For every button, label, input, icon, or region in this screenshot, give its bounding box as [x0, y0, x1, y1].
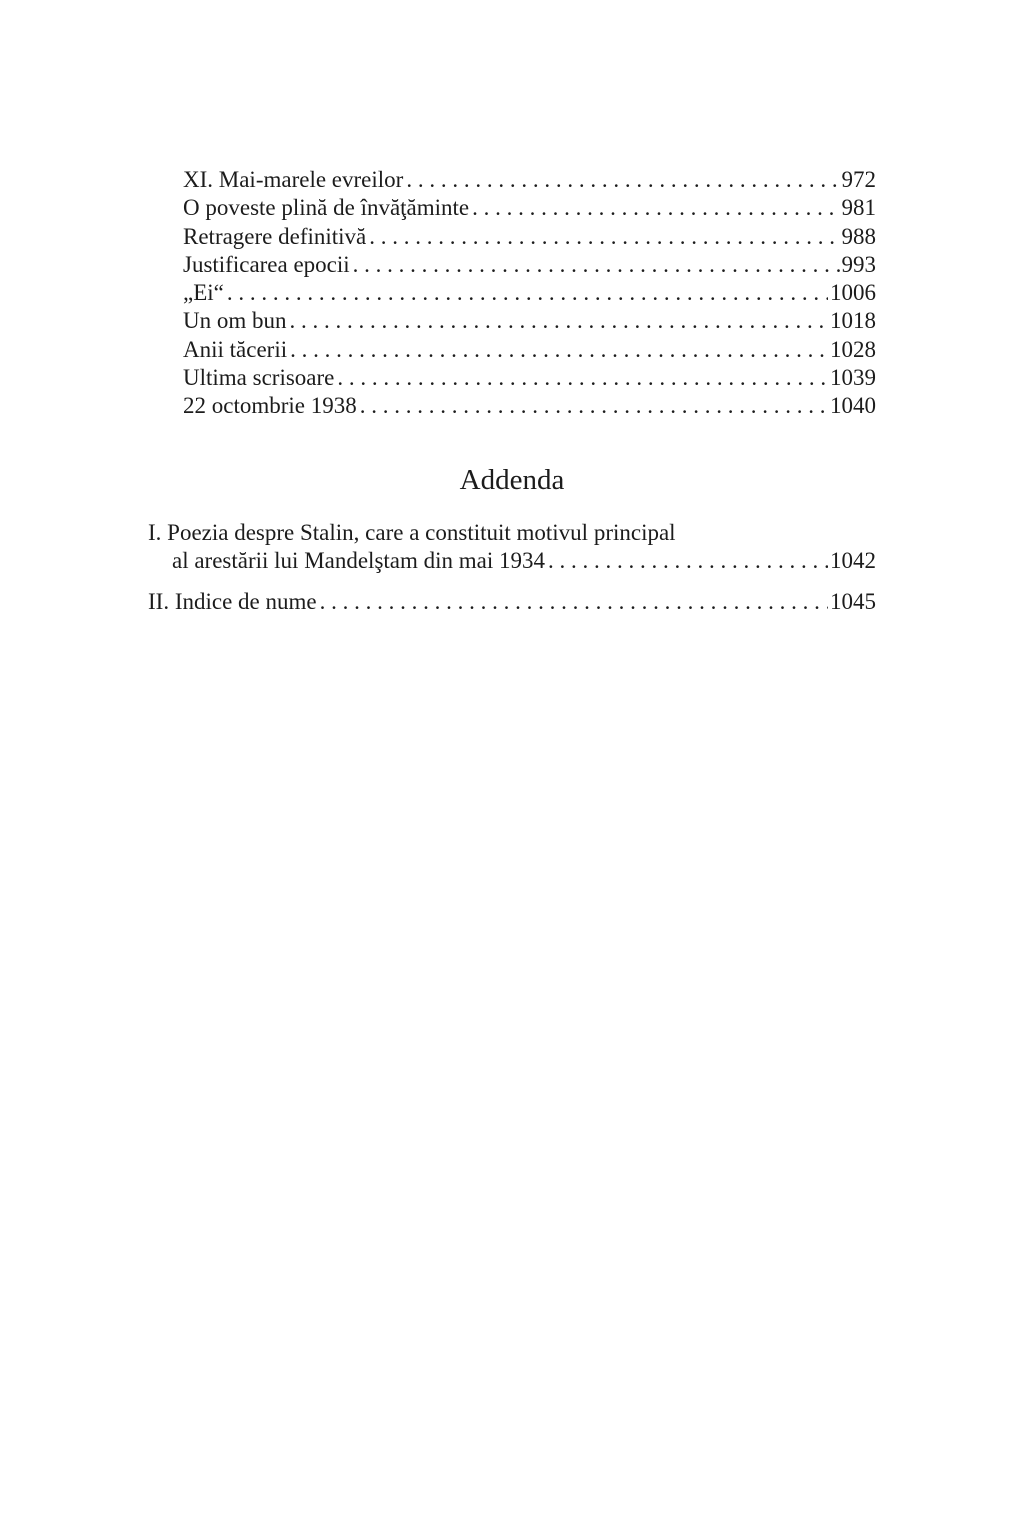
toc-entry-title: 22 octombrie 1938	[183, 393, 357, 419]
addenda-entry-1-page-number: 1042	[830, 548, 876, 574]
toc-entry	[183, 194, 876, 222]
leader-dots	[406, 166, 839, 194]
toc-entry-title: Justificarea epocii	[183, 251, 350, 277]
toc-entry-title: Un om bun	[183, 308, 287, 334]
toc-entry	[183, 364, 876, 392]
toc-entry-page-number: 993	[841, 251, 876, 277]
leader-dots	[337, 364, 828, 392]
addenda-entry-2-page-number: 1045	[830, 589, 876, 614]
leader-dots	[472, 194, 839, 222]
toc-entry-title: XI. Mai-marele evreilor	[183, 167, 404, 192]
toc-entry	[183, 279, 876, 307]
leader-dots	[227, 279, 828, 307]
addenda-entry-1-line-1: I. Poezia despre Stalin, care a constituit motivul principal	[148, 520, 676, 545]
toc-entry-page-number: 988	[841, 223, 876, 249]
addenda-entry-2-title: II. Indice de nume	[148, 589, 317, 614]
toc-entry-page-number: 1018	[830, 308, 876, 334]
leader-dots	[360, 392, 828, 420]
toc-entry-title: Ultima scrisoare	[183, 365, 335, 391]
toc-entry-page-number: 972	[841, 167, 876, 192]
addenda-entry-1-line-2	[148, 547, 876, 575]
toc-entry-title: Anii tăcerii	[183, 336, 288, 362]
toc-entry-page-number: 1006	[830, 280, 876, 306]
leader-dots	[548, 547, 828, 575]
toc-entry-page-number: 1028	[830, 336, 876, 362]
toc-entry	[183, 251, 876, 279]
toc-entry	[183, 166, 876, 194]
toc-entry-page-number: 1039	[830, 365, 876, 391]
addenda-entry-1-continuation: al arestării lui Mandelştam din mai 1934	[172, 548, 546, 574]
leader-dots	[290, 336, 828, 364]
table-of-contents	[183, 166, 876, 421]
toc-entry	[183, 392, 876, 420]
addenda-heading: Addenda	[459, 464, 565, 496]
leader-dots	[290, 307, 829, 335]
addenda-entry-2	[148, 588, 876, 616]
toc-entry-title: „Ei“	[183, 280, 224, 306]
leader-dots	[353, 251, 840, 279]
leader-dots	[369, 223, 839, 251]
toc-entry-page-number: 981	[841, 195, 876, 221]
leader-dots	[320, 588, 828, 616]
addenda-entry-1	[148, 519, 876, 576]
toc-entry	[183, 336, 876, 364]
toc-entry	[183, 307, 876, 335]
toc-entry-title: O poveste plină de învăţăminte	[183, 195, 470, 221]
toc-entry-page-number: 1040	[830, 393, 876, 419]
toc-entry	[183, 223, 876, 251]
toc-entry-title: Retragere definitivă	[183, 223, 367, 249]
